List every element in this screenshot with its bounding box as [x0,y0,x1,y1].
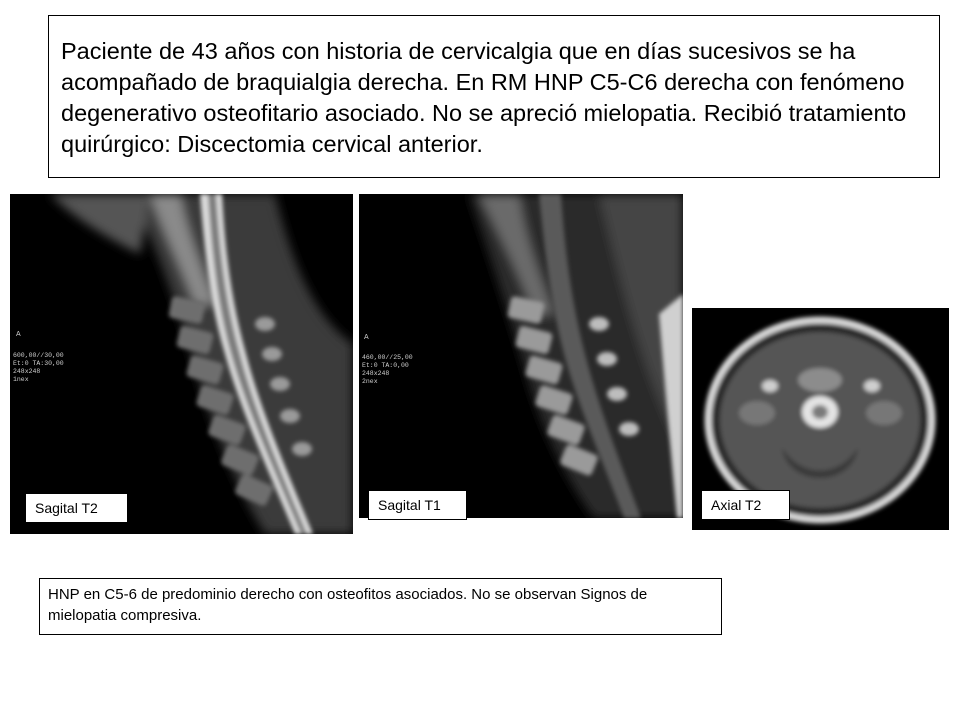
orientation-marker: A [16,331,21,338]
orientation-marker: A [364,334,369,341]
case-summary-text: Paciente de 43 años con historia de cervicalgia que en días sucesivos se ha acompañado de braquialgia derecha. En RM HNP C5-C6 derecha con fenómeno degenerativo osteofitario asociado. No se apreció mielopatia. Recibió tratamiento quirúrgico: Discectomia cervical anterior. [61,38,907,157]
findings-box [39,578,722,635]
case-summary-box [48,15,940,178]
findings-text: HNP en C5-6 de predominio derecho con osteofitos asociados. No se observan Signos de mielopatia compresiva. [48,586,648,624]
sagittal-t2-label: Sagital T2 [25,493,128,523]
mri-sagittal-t2-image [10,194,353,534]
scan-param-line: 600,00//30,00 [13,352,64,359]
scan-param-line: 2nex [362,378,378,385]
scan-parameters [13,352,64,384]
mri-sagittal-t1-image [359,194,683,518]
scan-param-line: Et:0 TA:0,00 [362,362,409,369]
scan-param-line: 248x248 [362,370,390,377]
scan-param-line: Et:0 TA:30,00 [13,360,64,367]
scan-param-line: 1nex [13,376,29,383]
axial-t2-label: Axial T2 [701,490,790,520]
scan-param-line: 460,00//25,00 [362,354,413,361]
scan-parameters [362,354,413,386]
scan-param-line: 248x248 [13,368,41,375]
sagittal-t1-label: Sagital T1 [368,490,467,520]
